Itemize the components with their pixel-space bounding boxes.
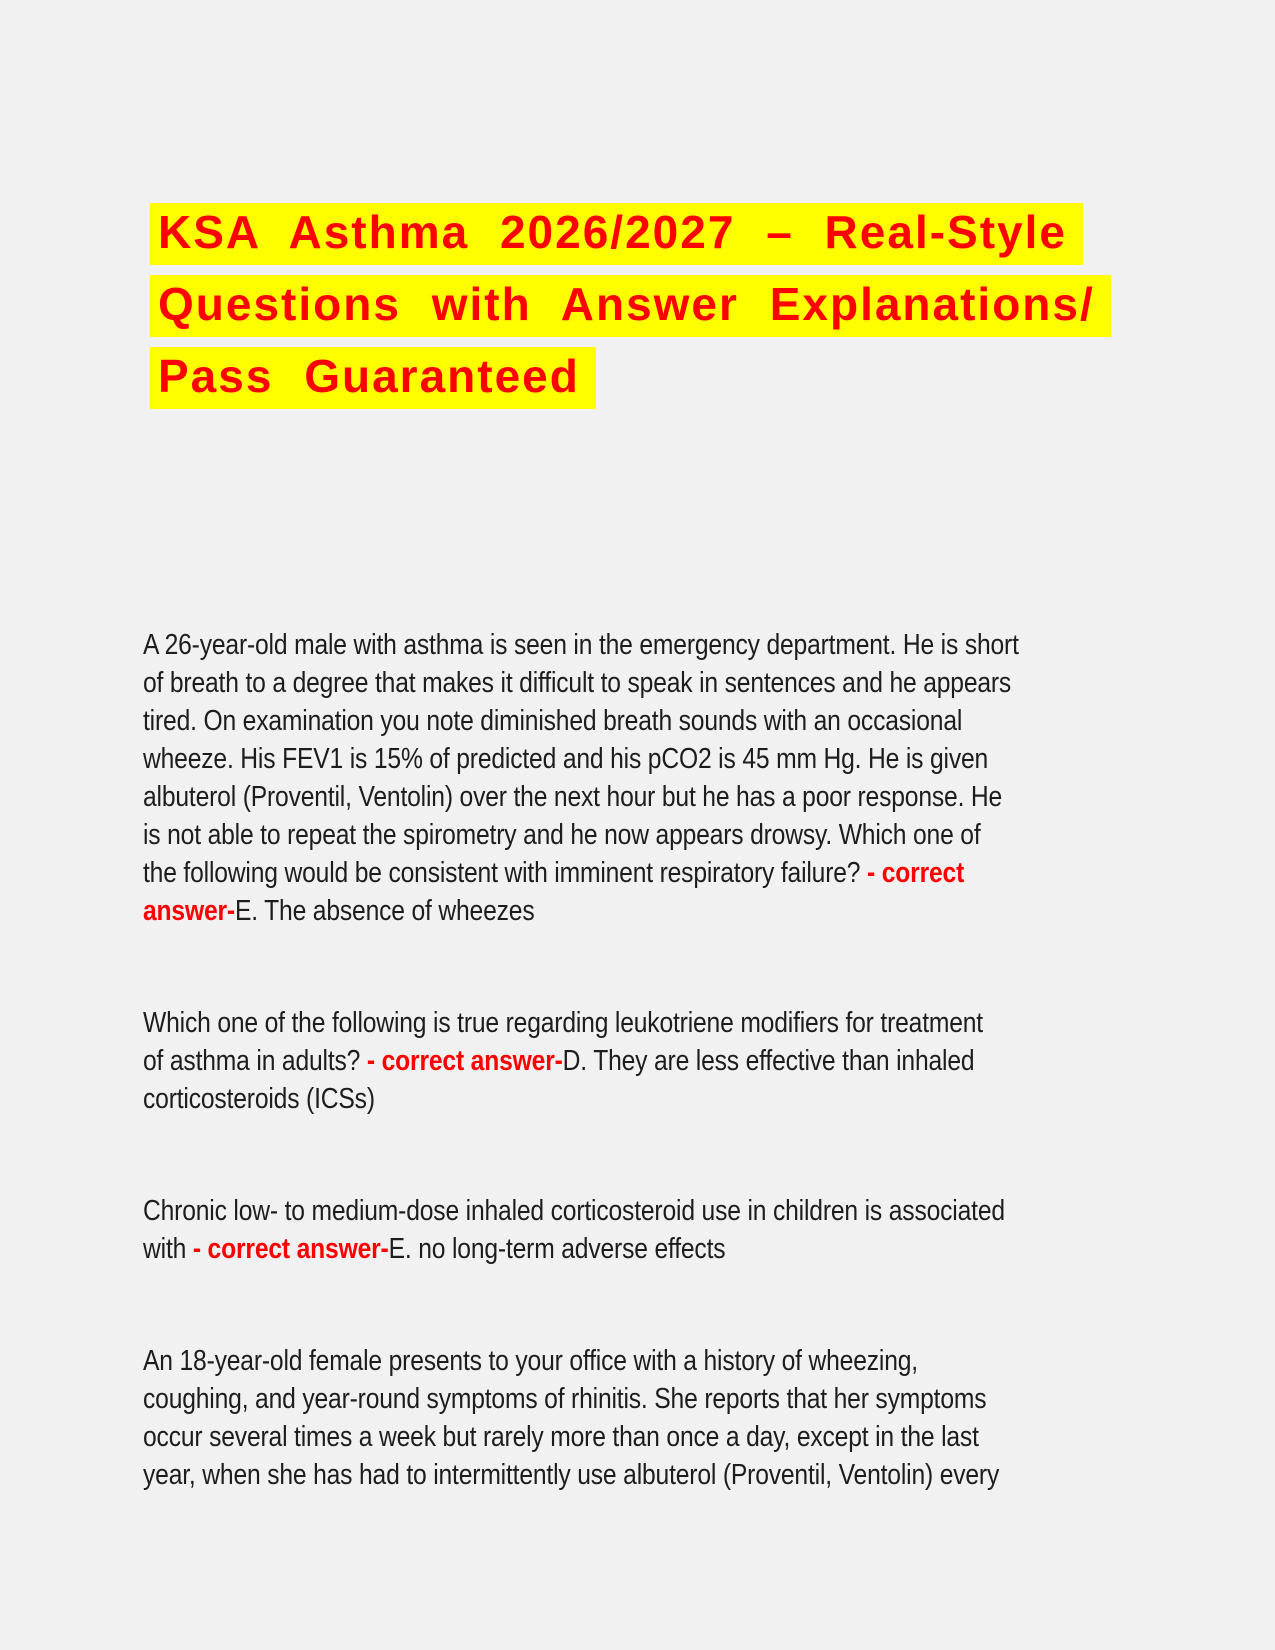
text-line — [143, 892, 938, 930]
text-segment: with — [143, 1233, 193, 1265]
document-body — [143, 626, 1078, 1494]
title-highlight-line: Pass Guaranteed — [150, 347, 596, 409]
text-line — [143, 1004, 983, 1042]
text-line — [143, 1380, 987, 1418]
text-line — [143, 702, 963, 740]
text-line — [143, 1192, 1005, 1230]
text-segment: E. The absence of wheezes — [234, 895, 535, 927]
text-segment: albuterol (Proventil, Ventolin) over the next hour but he has a poor response. He — [143, 781, 1003, 813]
text-segment: Which one of the following is true regarding leukotriene modifiers for treatment — [143, 1007, 983, 1039]
text-segment: occur several times a week but rarely more than once a day, except in the last — [143, 1421, 979, 1453]
text-line — [143, 1080, 938, 1118]
correct-answer-marker: answer- — [143, 895, 235, 927]
correct-answer-marker: - correct answer- — [366, 1045, 563, 1077]
paragraph — [143, 1192, 1005, 1268]
text-line — [143, 1342, 938, 1380]
correct-answer-marker: - correct answer- — [192, 1233, 389, 1265]
correct-answer-marker: - correct — [867, 857, 965, 889]
text-segment: of breath to a degree that makes it difficult to speak in sentences and he appears — [143, 667, 1012, 699]
title-highlight-line: KSA Asthma 2026/2027 – Real-Style — [150, 203, 1083, 265]
text-segment: D. They are less effective than inhaled — [562, 1045, 975, 1077]
title-highlight-line: Questions with Answer Explanations/ — [150, 275, 1111, 337]
text-segment: E. no long-term adverse effects — [388, 1233, 726, 1265]
paragraph — [143, 1342, 1000, 1494]
text-segment: is not able to repeat the spirometry and he now appears drowsy. Which one of — [143, 819, 981, 851]
text-segment: corticosteroids (ICSs) — [143, 1083, 375, 1115]
text-line — [143, 740, 989, 778]
text-segment: coughing, and year-round symptoms of rhinitis. She reports that her symptoms — [143, 1383, 987, 1415]
text-segment: Chronic low- to medium-dose inhaled corticosteroid use in children is associated — [143, 1195, 1005, 1227]
text-segment: of asthma in adults? — [143, 1045, 367, 1077]
text-segment: wheeze. His FEV1 is 15% of predicted and his pCO2 is 45 mm Hg. He is given — [143, 743, 989, 775]
paragraph — [143, 1004, 983, 1118]
text-line — [143, 664, 1012, 702]
text-line — [143, 778, 1003, 816]
text-line — [143, 854, 965, 892]
text-line — [143, 1230, 938, 1268]
text-segment: the following would be consistent with imminent respiratory failure? — [143, 857, 868, 889]
text-segment: year, when she has had to intermittently use albuterol (Proventil, Ventolin) every — [143, 1459, 1000, 1491]
paragraph — [143, 626, 1019, 930]
text-segment: A 26-year-old male with asthma is seen in the emergency department. He is short — [143, 629, 1019, 661]
text-line — [143, 1042, 975, 1080]
text-segment: tired. On examination you note diminished breath sounds with an occasional — [143, 705, 963, 737]
text-line — [143, 816, 981, 854]
text-line — [143, 1418, 979, 1456]
text-line — [143, 1456, 1000, 1494]
text-line — [143, 626, 1019, 664]
document-title — [150, 203, 1111, 419]
text-segment: An 18-year-old female presents to your office with a history of wheezing, — [143, 1345, 918, 1377]
